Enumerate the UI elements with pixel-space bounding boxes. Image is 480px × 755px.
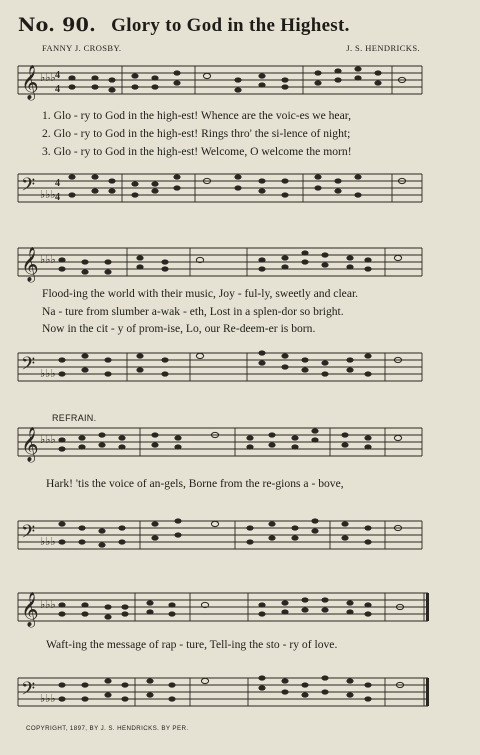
lyric-line: Hark! 'tis the voice of an-gels, Borne from the re-gions a - bove,: [46, 477, 344, 490]
svg-text:♭♭♭: ♭♭♭: [40, 188, 56, 201]
svg-text:♭♭♭: ♭♭♭: [40, 367, 56, 380]
copyright-notice: COPYRIGHT, 1897, BY J. S. HENDRICKS. BY PER.: [26, 725, 189, 732]
lyric-line: Waft-ing the message of rap - ture, Tell-ing the sto - ry of love.: [46, 638, 338, 651]
treble-staff-1: [0, 58, 480, 108]
bass-staff-3: [0, 513, 480, 557]
svg-text:𝄢: 𝄢: [21, 175, 36, 200]
svg-text:♭♭♭: ♭♭♭: [40, 253, 56, 266]
bass-staff-1: [0, 166, 480, 210]
treble-staff-4: [0, 585, 480, 629]
hymn-title: Glory to God in the Highest.: [111, 15, 350, 36]
svg-text:𝄢: 𝄢: [21, 679, 36, 704]
lyricist-credit: FANNY J. CROSBY.: [42, 43, 122, 53]
svg-text:4: 4: [55, 178, 60, 189]
svg-text:𝄞: 𝄞: [21, 65, 39, 100]
svg-text:4: 4: [55, 70, 60, 81]
svg-text:♭♭♭: ♭♭♭: [40, 433, 56, 446]
hymn-number: No. 90.: [18, 14, 97, 36]
svg-text:𝄞: 𝄞: [21, 427, 39, 462]
lyric-line: Now in the cit - y of prom-ise, Lo, our Re-deem-er is born.: [42, 322, 316, 335]
svg-text:♭♭♭: ♭♭♭: [40, 692, 56, 705]
svg-text:4: 4: [55, 84, 60, 95]
lyric-line: 1. Glo - ry to God in the high-est! Whence are the voic-es we hear,: [42, 109, 352, 122]
lyric-line: 2. Glo - ry to God in the high-est! Rings thro' the si-lence of night;: [42, 127, 351, 140]
bass-staff-2: [0, 345, 480, 389]
bass-staff-4: [0, 670, 480, 714]
composer-credit: J. S. HENDRICKS.: [346, 43, 420, 53]
svg-text:𝄞: 𝄞: [21, 247, 39, 282]
treble-staff-2: [0, 240, 480, 284]
hymn-heading: [18, 14, 458, 37]
svg-text:♭♭♭: ♭♭♭: [40, 598, 56, 611]
svg-text:𝄞: 𝄞: [21, 592, 39, 627]
svg-text:4: 4: [55, 192, 60, 203]
svg-text:♭♭♭: ♭♭♭: [40, 535, 56, 548]
svg-text:𝄢: 𝄢: [21, 354, 36, 379]
lyric-line: Flood-ing the world with their music, Joy - ful-ly, sweetly and clear.: [42, 287, 359, 300]
treble-staff-3: [0, 420, 480, 464]
svg-text:𝄢: 𝄢: [21, 522, 36, 547]
refrain-label: REFRAIN.: [52, 413, 97, 423]
svg-text:♭♭♭: ♭♭♭: [40, 71, 56, 84]
lyric-line: Na - ture from slumber a-wak - eth, Lost in a splen-dor so bright.: [42, 305, 344, 318]
lyric-line: 3. Glo - ry to God in the high-est! Welcome, O welcome the morn!: [42, 145, 352, 158]
